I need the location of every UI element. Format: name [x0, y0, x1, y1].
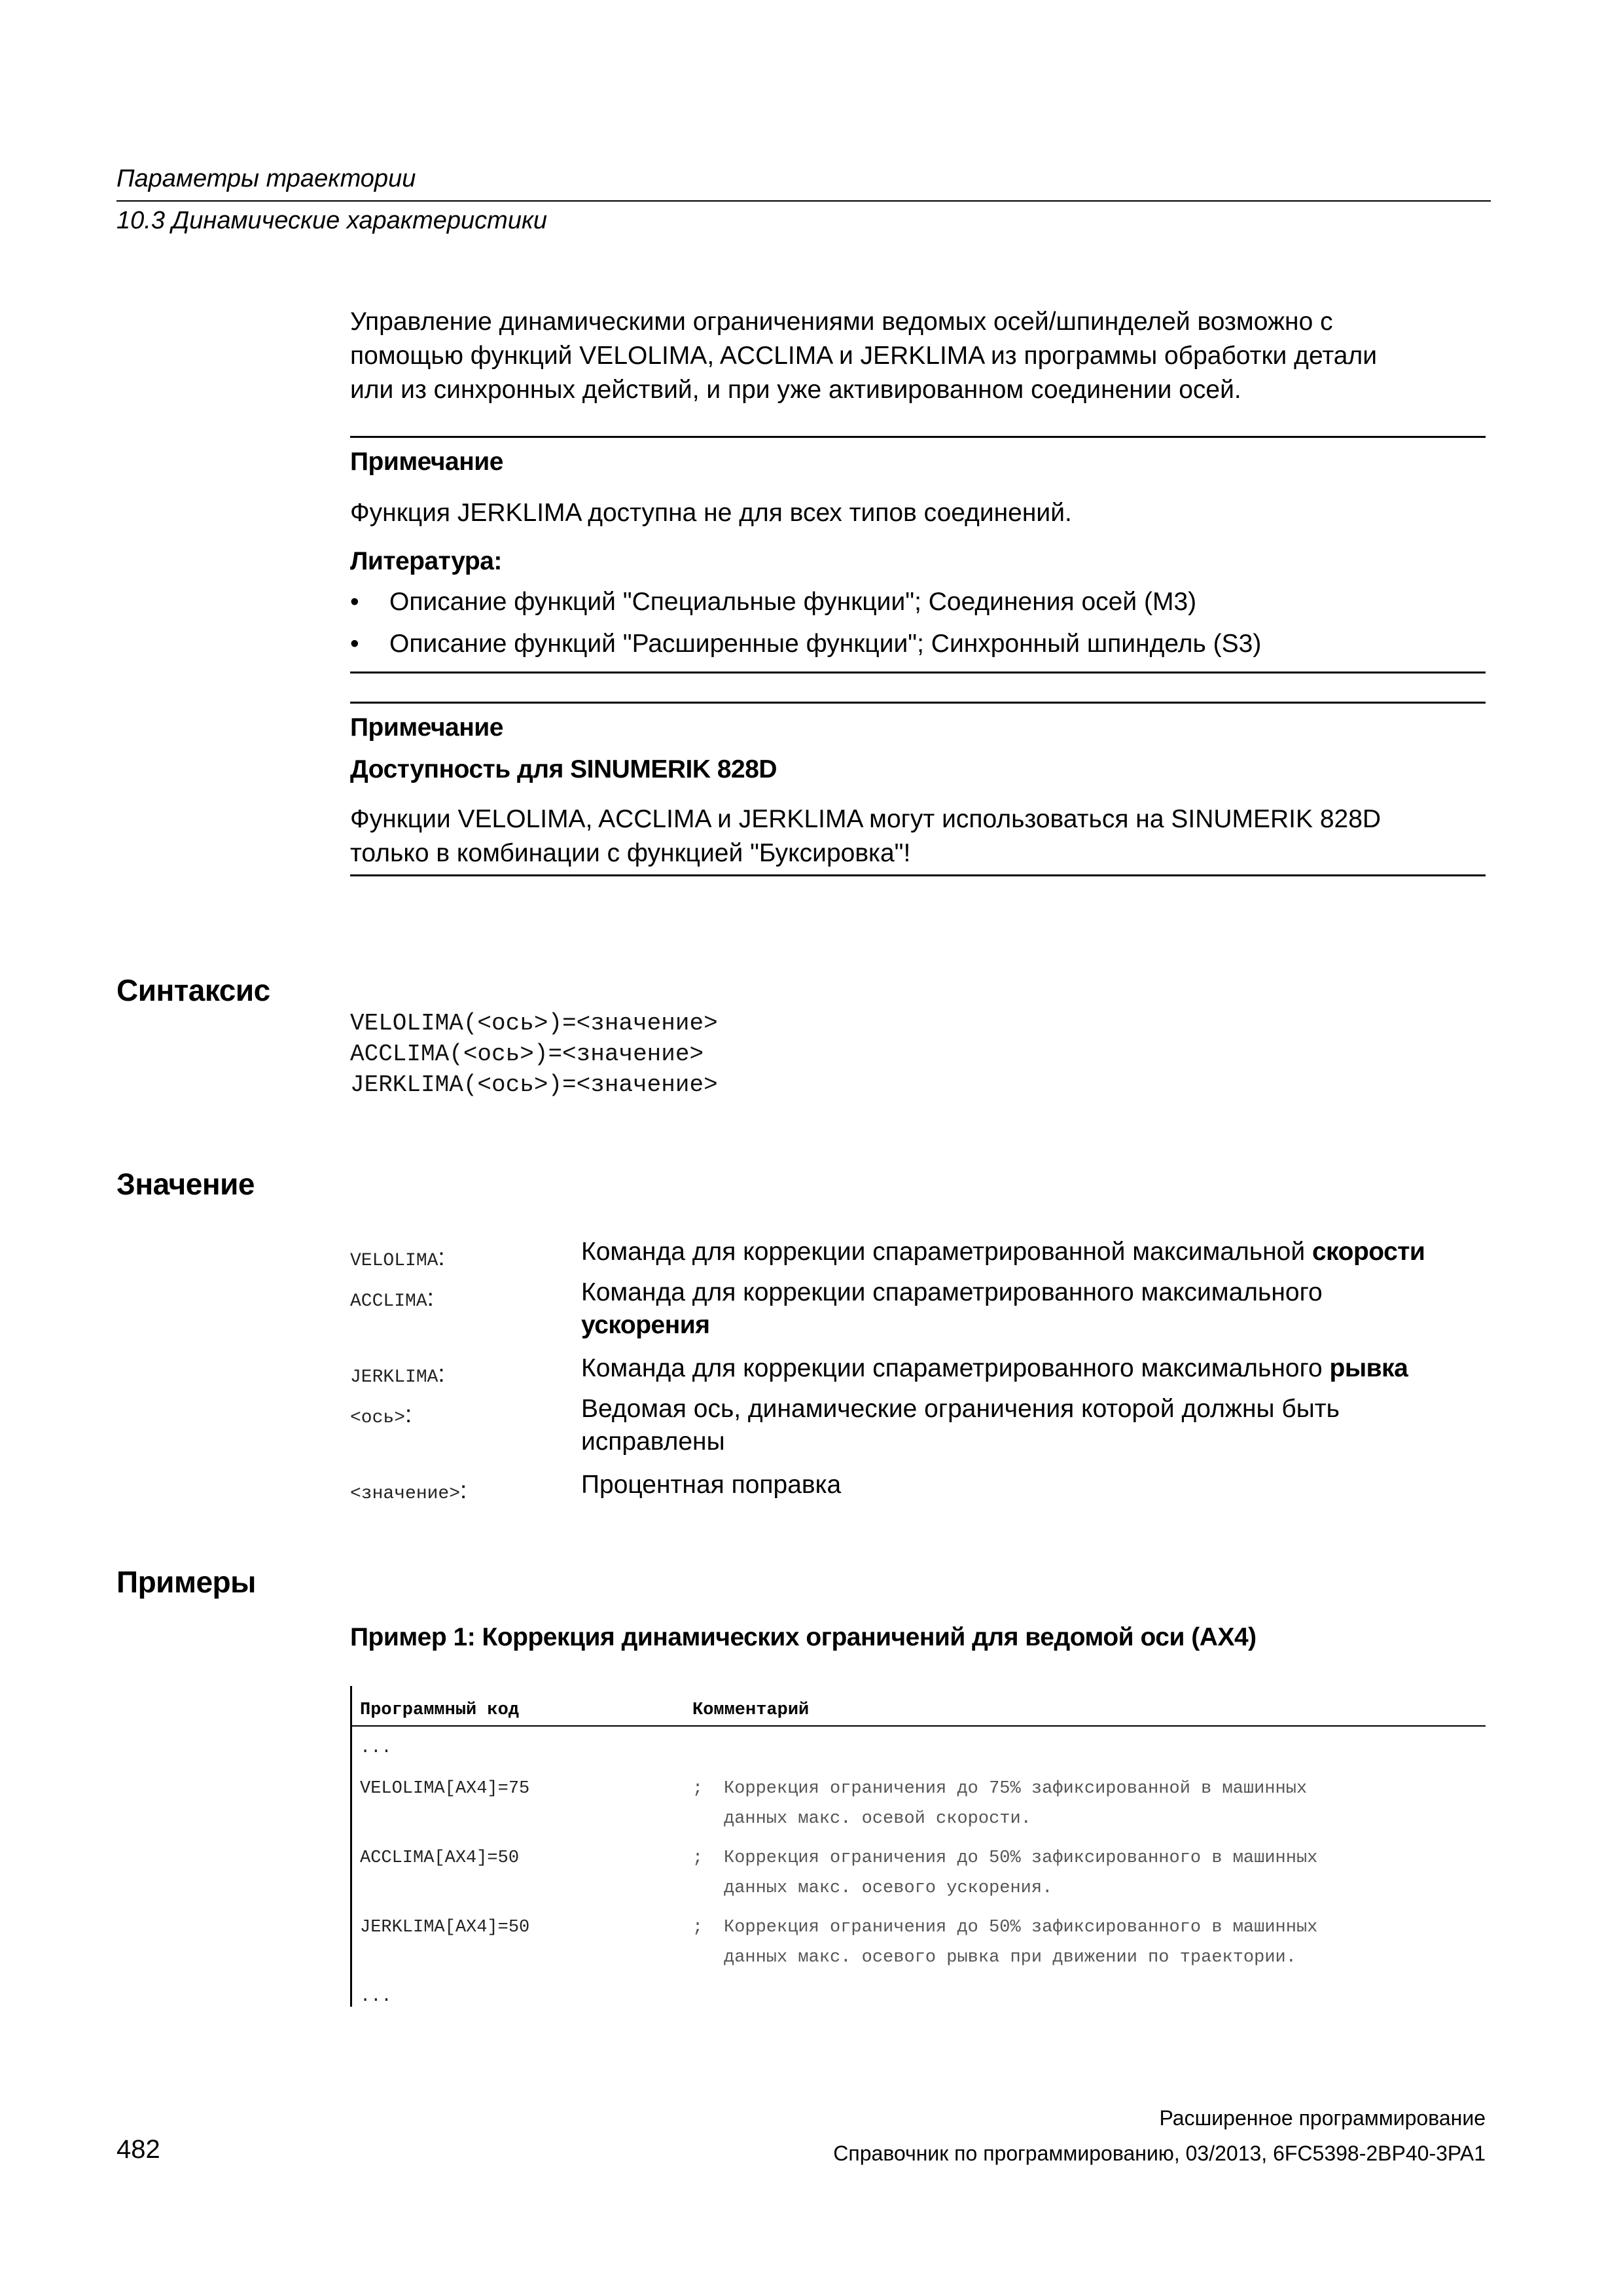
literature-title: Литература:: [350, 547, 502, 575]
literature-item: [350, 630, 1261, 658]
comment-semicolon: ;: [692, 1918, 704, 1937]
code-table-header-rule: [350, 1725, 1486, 1727]
note2-bottom-rule: [350, 874, 1486, 876]
bullet-icon: •: [350, 630, 359, 658]
param-name: ACCLIMA:: [350, 1284, 434, 1312]
intro-line: или из синхронных действий, и при уже активированном соединении осей.: [350, 376, 1241, 404]
comment-line: Коррекция ограничения до 50% зафиксированного в машинных: [724, 1848, 1318, 1868]
note2-subtitle: Доступность для SINUMERIK 828D: [350, 755, 777, 783]
code-column-header: Программный код: [360, 1700, 520, 1720]
code-line: ...: [360, 1987, 392, 2007]
code-line: VELOLIMA[AX4]=75: [360, 1779, 530, 1799]
note2-text: [350, 802, 1381, 870]
code-line: ...: [360, 1738, 392, 1758]
comment-semicolon: ;: [692, 1848, 704, 1868]
note2-line: только в комбинации с функцией "Буксировка"!: [350, 839, 911, 867]
footer-manual-info: Справочник по программированию, 03/2013, 6FC5398-2BP40-3PA1: [833, 2142, 1486, 2165]
bullet-icon: •: [350, 588, 359, 616]
comment-semicolon: ;: [692, 1779, 704, 1799]
note1-title: Примечание: [350, 448, 503, 476]
syntax-line: JERKLIMA(<ось>)=<значение>: [350, 1071, 718, 1098]
param-description: Процентная поправка: [581, 1471, 842, 1499]
note2-title: Примечание: [350, 713, 503, 742]
literature-item-text: Описание функций "Специальные функции"; Соединения осей (M3): [389, 588, 1197, 616]
param-name: VELOLIMA:: [350, 1244, 445, 1271]
comment-line: Коррекция ограничения до 75% зафиксированной в машинных: [724, 1779, 1308, 1799]
param-name: <ось>:: [350, 1401, 412, 1428]
note1-bottom-rule: [350, 672, 1486, 673]
code-line: ACCLIMA[AX4]=50: [360, 1848, 520, 1868]
running-header-chapter: Параметры траектории: [116, 165, 416, 192]
param-description: Команда для коррекции спараметрированного максимального рывка: [581, 1354, 1408, 1382]
running-header-section: 10.3 Динамические характеристики: [116, 207, 548, 234]
header-divider: [116, 200, 1491, 202]
intro-line: Управление динамическими ограничениями ведомых осей/шпинделей возможно с: [350, 308, 1333, 336]
comment-line: Коррекция ограничения до 50% зафиксированного в машинных: [724, 1918, 1318, 1937]
page-number: 482: [116, 2135, 160, 2164]
note1-text: Функция JERKLIMA доступна не для всех типов соединений.: [350, 499, 1072, 527]
param-description: Ведомая ось, динамические ограничения которой должны быть исправлены: [581, 1395, 1340, 1456]
comment-column-header: Комментарий: [692, 1700, 810, 1720]
meaning-heading: Значение: [116, 1167, 255, 1201]
note2-line: Функции VELOLIMA, ACCLIMA и JERKLIMA могут использоваться на SINUMERIK 828D: [350, 805, 1382, 833]
examples-heading: Примеры: [116, 1565, 256, 1599]
example1-title: Пример 1: Коррекция динамических ограничений для ведомой оси (AX4): [350, 1623, 1257, 1651]
literature-item: [350, 588, 1196, 617]
syntax-heading: Синтаксис: [116, 973, 270, 1007]
syntax-line: ACCLIMA(<ось>)=<значение>: [350, 1041, 704, 1067]
note1-top-rule: [350, 436, 1486, 438]
intro-line: помощью функций VELOLIMA, ACCLIMA и JERKLIMA из программы обработки детали: [350, 342, 1377, 370]
syntax-line: VELOLIMA(<ось>)=<значение>: [350, 1010, 718, 1037]
literature-item-text: Описание функций "Расширенные функции"; Синхронный шпиндель (S3): [389, 630, 1262, 658]
param-name: JERKLIMA:: [350, 1360, 445, 1388]
note2-top-rule: [350, 702, 1486, 704]
footer-book-title: Расширенное программирование: [1159, 2106, 1486, 2130]
comment-line: данных макс. осевой скорости.: [724, 1809, 1031, 1829]
param-name: <значение>:: [350, 1477, 467, 1504]
param-description: Команда для коррекции спараметрированной максимальной скорости: [581, 1238, 1425, 1266]
comment-line: данных макс. осевого рывка при движении по траектории.: [724, 1948, 1296, 1967]
param-description: Команда для коррекции спараметрированного максимального ускорения: [581, 1278, 1323, 1339]
intro-paragraph: [350, 305, 1377, 407]
code-table-left-rule: [350, 1686, 352, 2007]
syntax-block: [350, 1008, 718, 1100]
comment-line: данных макс. осевого ускорения.: [724, 1878, 1053, 1898]
code-line: JERKLIMA[AX4]=50: [360, 1918, 530, 1937]
